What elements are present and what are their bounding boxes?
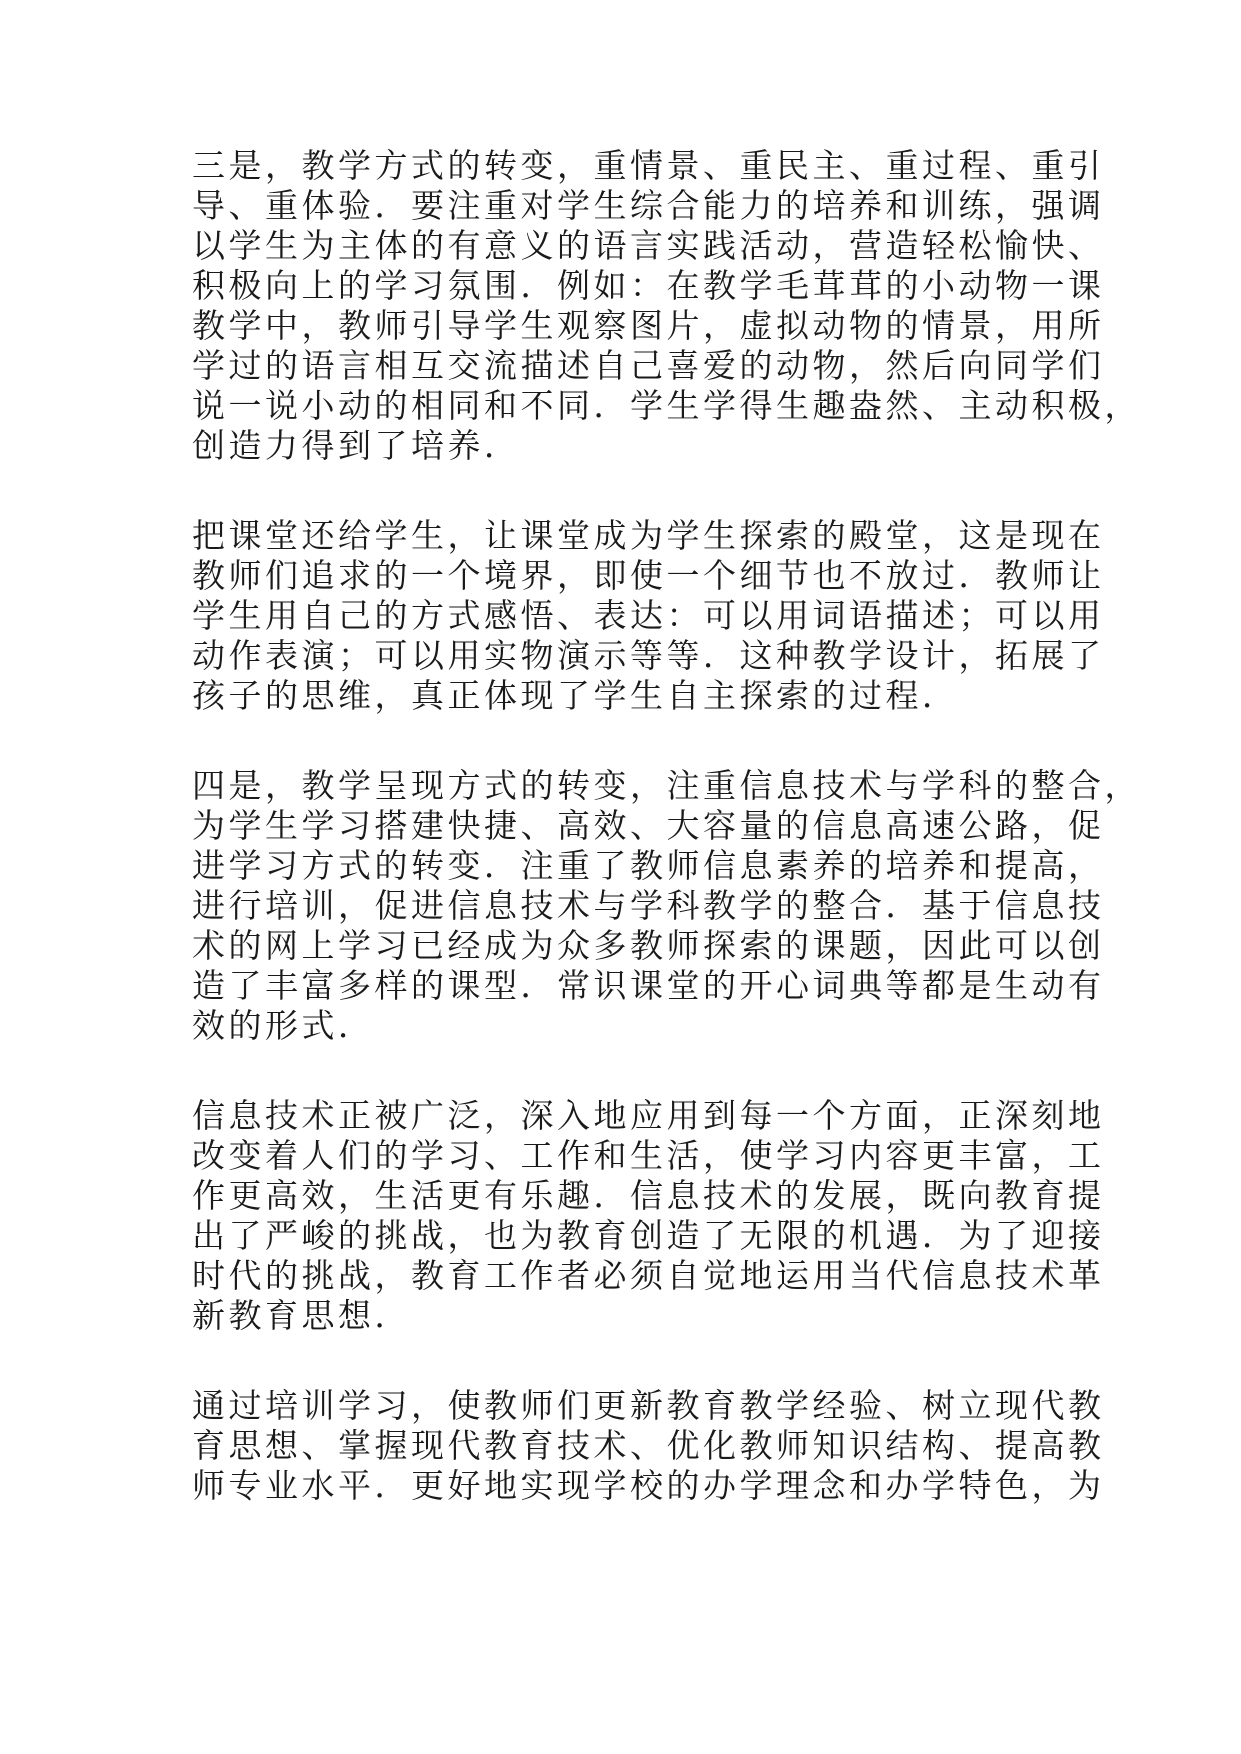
text-line: 时代的挑战，教育工作者必须自觉地运用当代信息技术革 [192,1256,1105,1295]
text-line: 为学生学习搭建快捷、高效、大容量的信息高速公路，促 [192,806,1105,845]
text-line: 孩子的思维，真正体现了学生自主探索的过程． [192,676,959,715]
text-line: 效的形式． [192,1006,375,1045]
text-line: 新教育思想． [192,1296,411,1335]
text-line: 造了丰富多样的课型．常识课堂的开心词典等都是生动有 [192,966,1105,1005]
text-line: 学过的语言相互交流描述自己喜爱的动物，然后向同学们 [192,346,1105,385]
text-line: 教师们追求的一个境界，即使一个细节也不放过．教师让 [192,556,1105,595]
text-line: 出了严峻的挑战，也为教育创造了无限的机遇．为了迎接 [192,1216,1105,1255]
text-line: 创造力得到了培养． [192,426,521,465]
paragraph-training [192,1386,1105,1506]
text-line: 教学中，教师引导学生观察图片，虚拟动物的情景，用所 [192,306,1105,345]
paragraph-information-technology [192,1096,1105,1336]
document-body [192,146,1141,1556]
text-line: 进行培训，促进信息技术与学科教学的整合．基于信息技 [192,886,1105,925]
paragraph-teaching-method [192,146,1141,466]
text-line: 师专业水平．更好地实现学校的办学理念和办学特色，为 [192,1466,1105,1505]
text-line: 信息技术正被广泛，深入地应用到每一个方面，正深刻地 [192,1096,1105,1135]
text-line: 积极向上的学习氛围．例如：在教学毛茸茸的小动物一课 [192,266,1105,305]
text-line: 以学生为主体的有意义的语言实践活动，营造轻松愉快、 [192,226,1105,265]
text-line: 进学习方式的转变．注重了教师信息素养的培养和提高， [192,846,1105,885]
text-line: 动作表演；可以用实物演示等等．这种教学设计，拓展了 [192,636,1105,675]
text-line: 作更高效，生活更有乐趣．信息技术的发展，既向教育提 [192,1176,1105,1215]
text-line: 学生用自己的方式感悟、表达：可以用词语描述；可以用 [192,596,1105,635]
text-line: 四是，教学呈现方式的转变，注重信息技术与学科的整合， [192,766,1141,805]
text-line: 育思想、掌握现代教育技术、优化教师知识结构、提高教 [192,1426,1105,1465]
text-line: 术的网上学习已经成为众多教师探索的课题，因此可以创 [192,926,1105,965]
text-line: 改变着人们的学习、工作和生活，使学习内容更丰富，工 [192,1136,1105,1175]
text-line: 导、重体验．要注重对学生综合能力的培养和训练，强调 [192,186,1105,225]
paragraph-presentation-method [192,766,1141,1046]
paragraph-classroom [192,516,1105,716]
text-line: 说一说小动的相同和不同．学生学得生趣盎然、主动积极， [192,386,1141,425]
text-line: 把课堂还给学生，让课堂成为学生探索的殿堂，这是现在 [192,516,1105,555]
text-line: 三是，教学方式的转变，重情景、重民主、重过程、重引 [192,146,1105,185]
text-line: 通过培训学习，使教师们更新教育教学经验、树立现代教 [192,1386,1105,1425]
